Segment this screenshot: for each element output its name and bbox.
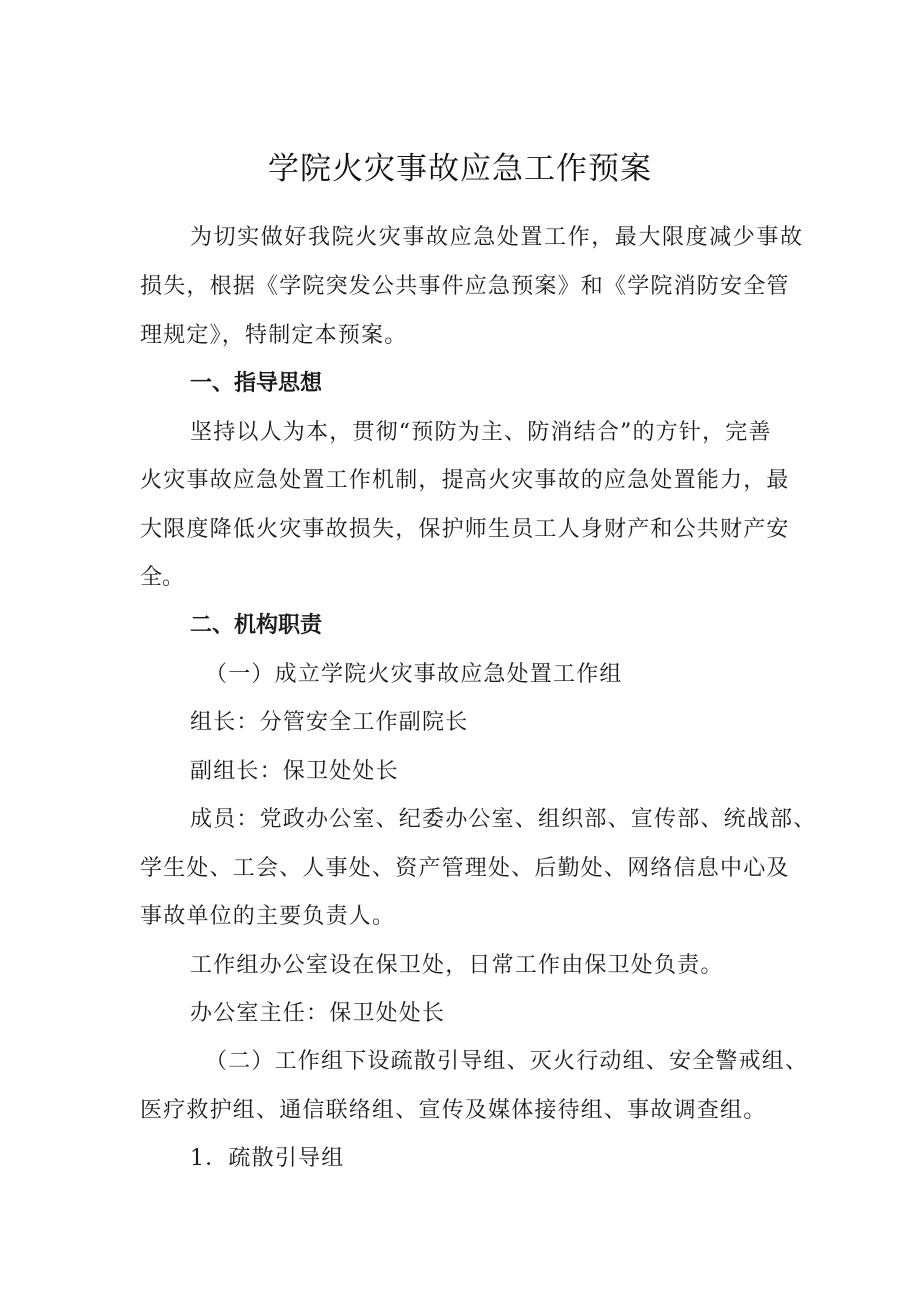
intro-paragraph-line-3: 理规定》，特制定本预案。 bbox=[140, 323, 408, 348]
section-2-heading: 二、机构职责 bbox=[190, 613, 323, 638]
deputy-group-leader: 副组长：保卫处处长 bbox=[190, 759, 399, 784]
document-title: 学院火灾事故应急工作预案 bbox=[268, 151, 652, 187]
office-location: 工作组办公室设在保卫处，日常工作由保卫处负责。 bbox=[190, 953, 724, 978]
group-leader: 组长：分管安全工作副院长 bbox=[190, 710, 469, 735]
members-line-2: 学生处、工会、人事处、资产管理处、后勤处、网络信息中心及 bbox=[140, 856, 790, 881]
subsection-2-line-2: 医疗救护组、通信联络组、宣传及媒体接待组、事故调查组。 bbox=[140, 1098, 767, 1123]
section-1-paragraph-line-3: 大限度降低火灾事故损失，保护师生员工人身财产和公共财产安 bbox=[140, 517, 790, 542]
section-1-paragraph-line-4: 全。 bbox=[140, 565, 185, 590]
subsection-1-heading: （一）成立学院火灾事故应急处置工作组 bbox=[205, 662, 623, 687]
members-line-3: 事故单位的主要负责人。 bbox=[140, 904, 396, 929]
subsection-2-line-1: （二）工作组下设疏散引导组、灭火行动组、安全警戒组、 bbox=[205, 1049, 809, 1074]
section-1-paragraph-line-2: 火灾事故应急处置工作机制，提高火灾事故的应急处置能力，最 bbox=[140, 468, 790, 493]
intro-paragraph-line-2: 损失，根据《学院突发公共事件应急预案》和《学院消防安全管 bbox=[140, 274, 790, 299]
members-line-1: 成员：党政办公室、纪委办公室、组织部、宣传部、统战部、 bbox=[190, 807, 817, 832]
section-1-paragraph-line-1: 坚持以人为本，贯彻“预防为主、防消结合”的方针，完善 bbox=[190, 420, 772, 445]
intro-paragraph-line-1: 为切实做好我院火灾事故应急处置工作，最大限度减少事故 bbox=[190, 225, 804, 250]
office-director: 办公室主任：保卫处处长 bbox=[190, 1001, 446, 1026]
item-1-evacuation-group: 1．疏散引导组 bbox=[190, 1146, 345, 1171]
section-1-heading: 一、指导思想 bbox=[190, 371, 323, 396]
